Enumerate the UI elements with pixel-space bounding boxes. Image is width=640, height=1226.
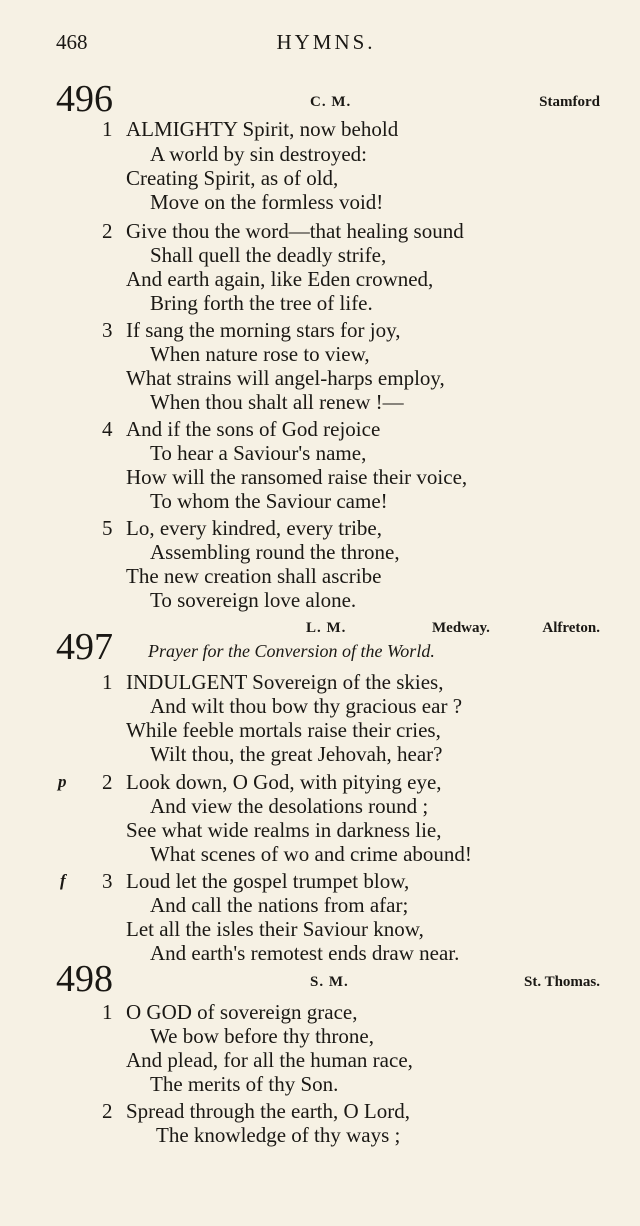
verse-line: And wilt thou bow thy gracious ear ? (150, 694, 463, 718)
hymn-meter: S. M. (310, 974, 349, 990)
hymn-subtitle: Prayer for the Conversion of the World. (148, 641, 435, 661)
hymn-498-header (56, 960, 600, 1000)
verse-number: 2 (102, 1099, 113, 1123)
hymn-tune: Alfreton. (542, 620, 600, 636)
verse-line: While feeble mortals raise their cries, (126, 718, 441, 742)
verse-number: 2 (102, 770, 113, 794)
verse-line: Shall quell the deadly strife, (150, 243, 387, 267)
running-title: HYMNS. (276, 30, 376, 54)
verse-line: Move on the formless void! (150, 190, 384, 214)
verse-line: Loud let the gospel trumpet blow, (126, 869, 410, 893)
hymn-496-header (56, 80, 600, 120)
verse-line: And if the sons of God rejoice (126, 417, 381, 441)
verse-line: And plead, for all the human race, (126, 1048, 413, 1072)
verse-number: 2 (102, 219, 113, 243)
verse-line: When thou shalt all renew !— (150, 390, 404, 414)
verse-line: Bring forth the tree of life. (150, 291, 373, 315)
verse-line: Wilt thou, the great Jehovah, hear? (150, 742, 443, 766)
verse-line: And earth again, like Eden crowned, (126, 267, 434, 291)
verse-line: O GOD of sovereign grace, (126, 1000, 358, 1024)
verse-line: To whom the Saviour came! (150, 489, 388, 513)
verse-line: Lo, every kindred, every tribe, (126, 516, 382, 540)
verse-line: INDULGENT Sovereign of the skies, (126, 670, 444, 694)
verse-line: And earth's remotest ends draw near. (150, 941, 460, 965)
verse-line: Let all the isles their Saviour know, (126, 917, 424, 941)
verse-line: To sovereign love alone. (150, 588, 357, 612)
verse-line: And call the nations from afar; (150, 893, 409, 917)
verse-line: To hear a Saviour's name, (150, 441, 367, 465)
verse-line: A world by sin destroyed: (150, 142, 367, 166)
verse-number: 5 (102, 516, 113, 540)
verse-line: The new creation shall ascribe (126, 564, 382, 588)
verse-line: What strains will angel-harps employ, (126, 366, 445, 390)
hymn-tune-alt: Medway. (432, 620, 490, 636)
dynamic-mark: f (60, 871, 66, 890)
verse-line: When nature rose to view, (150, 342, 370, 366)
verse-line: Assembling round the throne, (150, 540, 400, 564)
verse-number: 3 (102, 318, 113, 342)
verse-line: What scenes of wo and crime abound! (150, 842, 472, 866)
verse-line: The knowledge of thy ways ; (156, 1123, 401, 1147)
verse-number: 4 (102, 417, 113, 441)
verse-line: Creating Spirit, as of old, (126, 166, 339, 190)
hymn-number: 496 (56, 78, 113, 120)
hymn-number: 498 (56, 958, 113, 1000)
page-number: 468 (56, 30, 88, 54)
verse-number: 1 (102, 670, 113, 694)
verse-number: 3 (102, 869, 113, 893)
verse-line: ALMIGHTY Spirit, now behold (126, 117, 399, 141)
hymn-number: 497 (56, 626, 113, 668)
verse-line: We bow before thy throne, (150, 1024, 374, 1048)
hymn-tune: Stamford (539, 94, 600, 110)
hymn-meter: C. M. (310, 94, 352, 110)
hymn-497-header (56, 620, 600, 666)
verse-line: Look down, O God, with pitying eye, (126, 770, 442, 794)
verse-line: How will the ransomed raise their voice, (126, 465, 468, 489)
hymn-tune: St. Thomas. (524, 974, 600, 990)
verse-line: If sang the morning stars for joy, (126, 318, 401, 342)
dynamic-mark: p (58, 772, 67, 791)
verse-number: 1 (102, 117, 113, 141)
verse-line: Spread through the earth, O Lord, (126, 1099, 411, 1123)
page-header (56, 30, 596, 58)
verse-line: See what wide realms in darkness lie, (126, 818, 442, 842)
hymn-meter: L. M. (306, 620, 347, 636)
verse-line: Give thou the word—that healing sound (126, 219, 464, 243)
verse-line: The merits of thy Son. (150, 1072, 339, 1096)
verse-number: 1 (102, 1000, 113, 1024)
verse-line: And view the desolations round ; (150, 794, 429, 818)
